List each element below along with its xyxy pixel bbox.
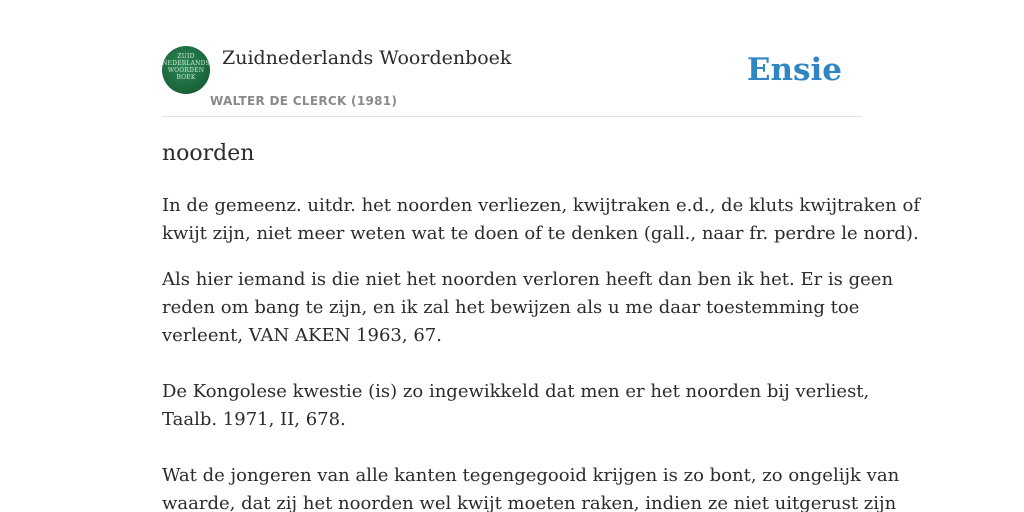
book-title[interactable]: Zuidnederlands Woordenboek (222, 47, 512, 69)
ensie-logo-link[interactable]: Ensie (746, 52, 842, 88)
example-quote (162, 378, 870, 434)
example-line: Wat de jongeren van alle kanten tegengegooid krijgen is zo bont, zo ongelijk van (162, 465, 900, 486)
example-line: reden om bang te zijn, en ik zal het bewijzen als u me daar toestemming toe (162, 297, 860, 318)
book-author: WALTER DE CLERCK (1981) (210, 94, 398, 108)
definition-line: In de gemeenz. uitdr. het noorden verliezen, kwijtraken e.d., de kluts kwijtraken of (162, 195, 920, 216)
example-line: waarde, dat zij het noorden wel kwijt moeten raken, indien ze niet uitgerust zijn (162, 493, 897, 512)
example-quote (162, 266, 894, 350)
site-header (162, 46, 862, 117)
entry-headword: noorden (162, 141, 255, 166)
example-line: verleent, VAN AKEN 1963, 67. (162, 325, 442, 346)
entry-content (162, 192, 920, 512)
example-quote (162, 462, 900, 512)
book-logo-text: ZUID NEDERLANDS WOORDEN BOEK (162, 53, 210, 81)
example-line: Taalb. 1971, II, 678. (162, 409, 346, 430)
example-line: Als hier iemand is die niet het noorden verloren heeft dan ben ik het. Er is geen (162, 269, 894, 290)
definition (162, 192, 920, 248)
book-logo[interactable] (162, 46, 210, 94)
example-line: De Kongolese kwestie (is) zo ingewikkeld dat men er het noorden bij verliest, (162, 381, 870, 402)
definition-line: kwijt zijn, niet meer weten wat te doen of te denken (gall., naar fr. perdre le nord). (162, 223, 919, 244)
